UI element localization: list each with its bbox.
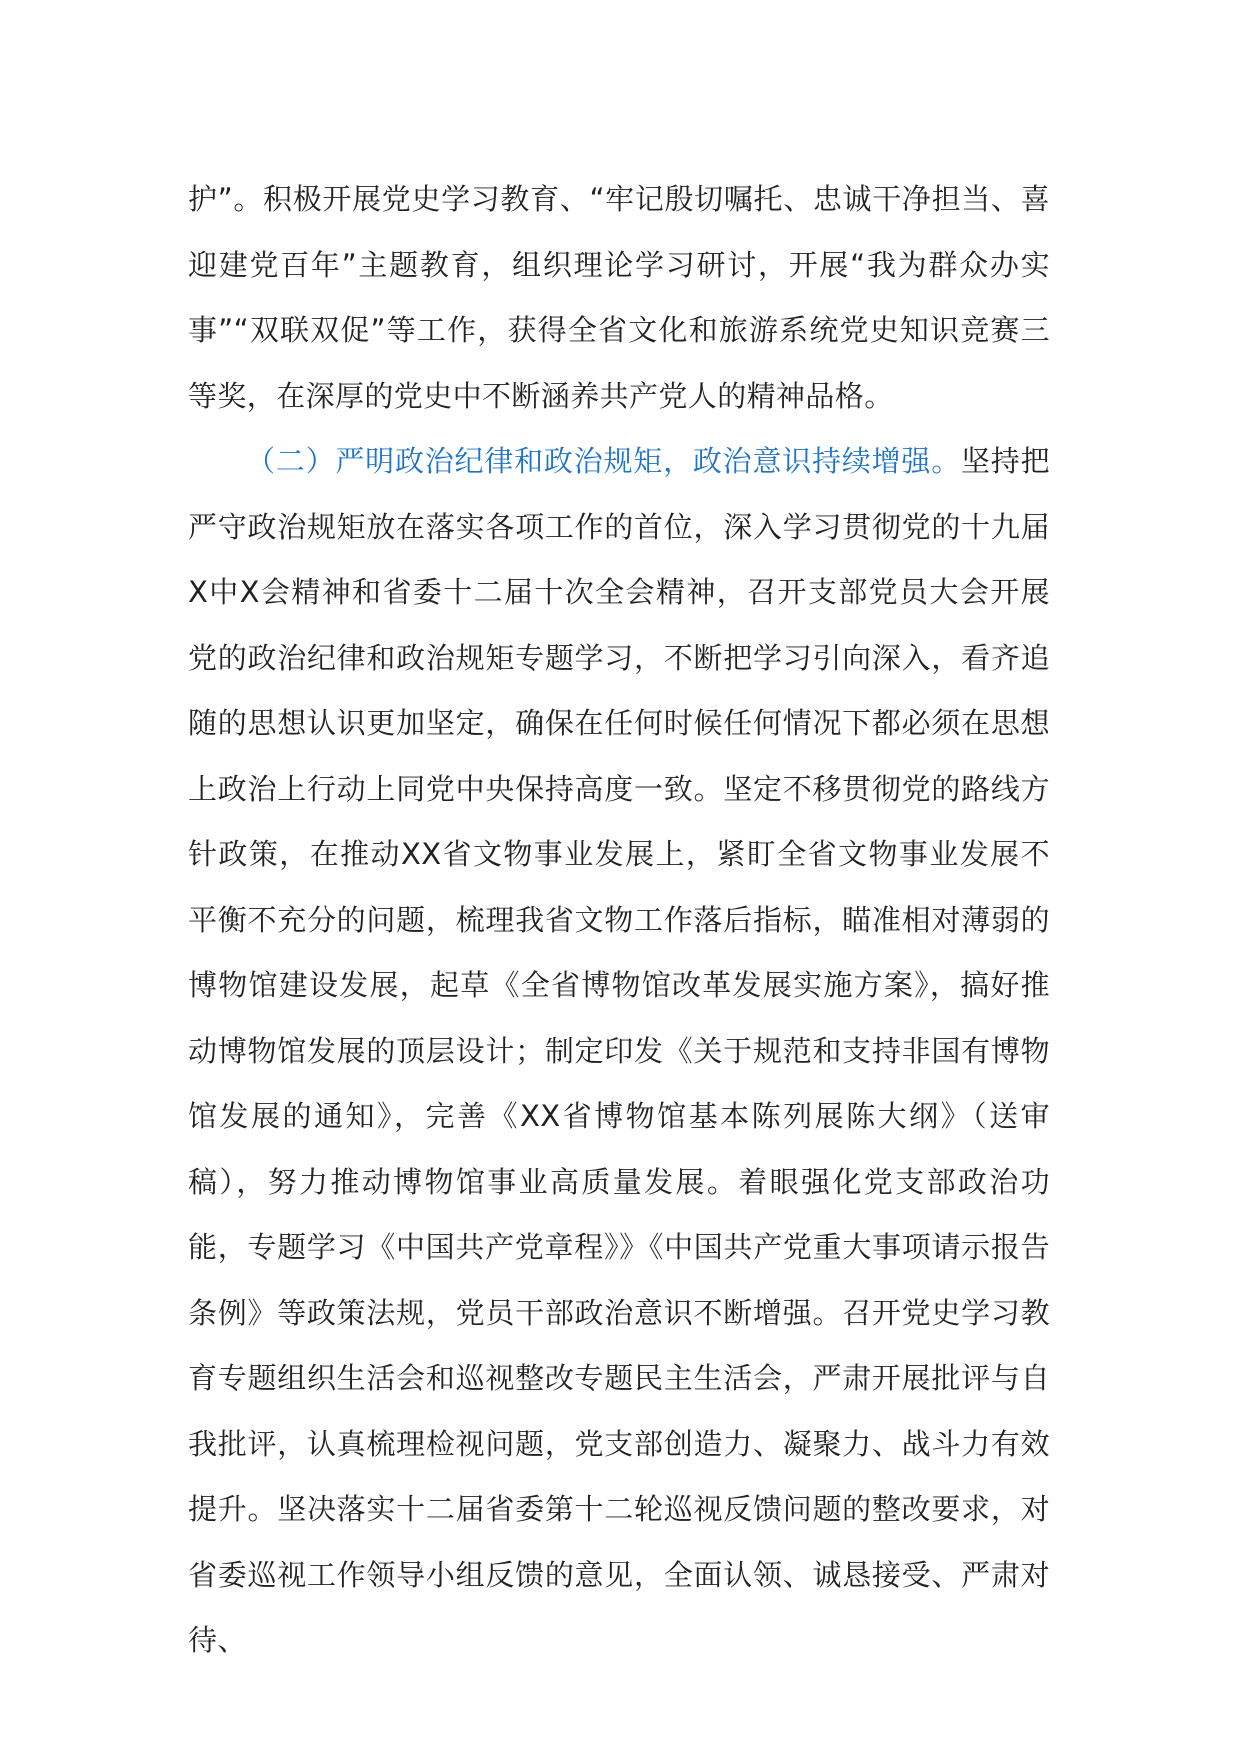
paragraph-2 bbox=[188, 429, 1050, 1674]
paragraph-1 bbox=[188, 167, 1050, 429]
section-heading: （二）严明政治纪律和政治规矩，政治意识持续增强。 bbox=[246, 444, 962, 478]
paragraph-2-text: 坚持把严守政治规矩放在落实各项工作的首位，深入学习贯彻党的十九届X中X会精神和省委十二届十次全会精神，召开支部党员大会开展党的政治纪律和政治规矩专题学习，不断把学习引向深入，看齐追随的思想认识更加坚定，确保在任何时候任何情况下都必须在思想上政治上行动上同党中央保持高度一致。坚定不移贯彻党的路线方针政策，在推动XX省文物事业发展上，紧盯全省文物事业发展不平衡不充分的问题，梳理我省文物工作落后指标，瞄准相对薄弱的博物馆建设发展，起草《全省博物馆改革发展实施方案》，搞好推动博物馆发展的顶层设计；制定印发《关于规范和支持非国有博物馆发展的通知》，完善《XX省博物馆基本陈列展陈大纲》（送审稿），努力推动博物馆事业高质量发展。着眼强化党支部政治功能，专题学习《中国共产党章程》》《中国共产党重大事项请示报告条例》等政策法规，党员干部政治意识不断增强。召开党史学习教育专题组织生活会和巡视整改专题民主生活会，严肃开展批评与自我批评，认真梳理检视问题，党支部创造力、凝聚力、战斗力有效提升。坚决落实十二届省委第十二轮巡视反馈问题的整改要求，对省委巡视工作领导小组反馈的意见，全面认领、诚恳接受、严肃对待、 bbox=[188, 444, 1050, 1657]
document-body bbox=[188, 167, 1050, 1674]
paragraph-1-text: 护”。积极开展党史学习教育、“牢记殷切嘱托、忠诚干净担当、喜迎建党百年”主题教育，组织理论学习研讨，开展“我为群众办实事”“双联双促”等工作，获得全省文化和旅游系统党史知识竞赛三等奖，在深厚的党史中不断涵养共产党人的精神品格。 bbox=[188, 182, 1050, 413]
